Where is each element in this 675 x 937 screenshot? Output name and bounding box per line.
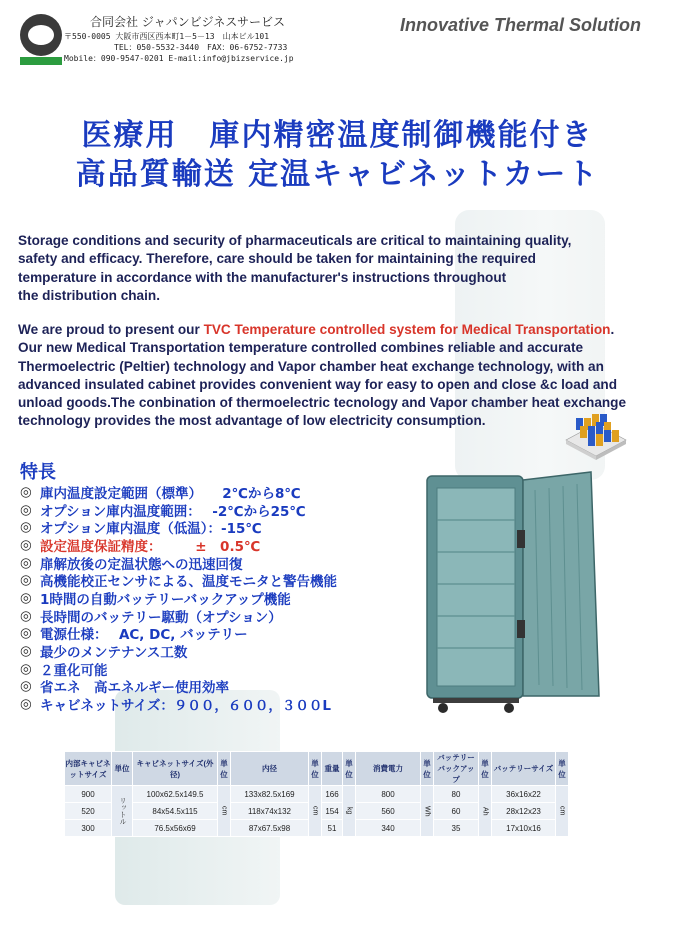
address-line: TEL：050-5532-3440 FAX：06-6752-7733	[114, 43, 288, 52]
company-address	[64, 31, 294, 64]
header-cell: 重量	[322, 752, 343, 786]
slogan: Innovative Thermal Solution	[400, 15, 642, 35]
intro-line: Storage conditions and security of pharmaceuticals are critical to maintaining quality,	[18, 233, 572, 248]
feature-marker: ◎	[20, 501, 32, 518]
power-cell: 800	[356, 786, 421, 803]
feature-item	[20, 554, 440, 572]
unit-cell: cm	[309, 786, 322, 837]
feature-item	[20, 678, 440, 696]
volume-cell: 300	[65, 820, 112, 837]
battery-cell: 35	[434, 820, 479, 837]
weight-cell: 154	[322, 803, 343, 820]
header-cell: 消費電力	[356, 752, 421, 786]
product-paragraph	[18, 321, 638, 431]
unit-cell: cm	[556, 786, 569, 837]
feature-marker: ◎	[20, 625, 32, 642]
feature-marker: ◎	[20, 607, 32, 624]
cabinet-size-cell: 84x54.5x115	[133, 803, 218, 820]
feature-text: 扉解放後の定温状態への迅速回復	[40, 556, 243, 573]
page-title-line-1: 医療用 庫内精密温度制御機能付き	[81, 118, 594, 153]
battery-cell: 60	[434, 803, 479, 820]
feature-text: 設定温度保証精度： ± 0.5℃	[40, 538, 261, 555]
cabinet-size-cell: 76.5x56x69	[133, 820, 218, 837]
feature-marker: ◎	[20, 536, 32, 553]
header-cell: 単位	[479, 752, 492, 786]
unit-cell: kg	[343, 786, 356, 837]
logo-bar	[20, 57, 62, 65]
feature-item	[20, 695, 440, 713]
battery-size-cell: 17x10x16	[492, 820, 556, 837]
header-cell: 単位	[421, 752, 434, 786]
feature-item-highlight	[20, 536, 440, 554]
feature-text: 庫内温度設定範囲（標準） 2℃から8℃	[40, 485, 301, 502]
unit-cell: cm	[218, 786, 231, 837]
header-cell: 単位	[309, 752, 322, 786]
feature-text: 1時間の自動バッテリーバックアップ機能	[40, 591, 291, 608]
feature-marker: ◎	[20, 678, 32, 695]
feature-item	[20, 660, 440, 678]
intro-line: temperature in accordance with the manufacturer's instructions throughout	[18, 269, 507, 285]
table-header-row	[65, 752, 569, 786]
cabinet-size-cell: 100x62.5x149.5	[133, 786, 218, 803]
battery-cell: 80	[434, 786, 479, 803]
header-cell: キャビネットサイズ(外径)	[133, 752, 218, 786]
header-cell: バッテリーバックアップ	[434, 752, 479, 786]
feature-marker: ◎	[20, 554, 32, 571]
page-title-line-2: 高品質輸送 定温キャビネットカート	[75, 157, 600, 192]
inner-size-cell: 118x74x132	[231, 803, 309, 820]
feature-marker: ◎	[20, 660, 32, 677]
address-line: Mobile：090-9547-0201 E-mail:info@jbizservice.jp	[64, 54, 294, 63]
feature-item	[20, 571, 440, 589]
feature-item	[20, 625, 440, 643]
feature-text: 電源仕様： AC, DC, バッテリー	[40, 627, 248, 644]
feature-marker: ◎	[20, 696, 32, 713]
header-cell: 単位	[112, 752, 133, 786]
volume-cell: 520	[65, 803, 112, 820]
battery-size-cell: 28x12x23	[492, 803, 556, 820]
feature-marker: ◎	[20, 483, 32, 500]
feature-text: 高機能校正センサによる、温度モニタと警告機能	[40, 574, 337, 591]
header-cell: バッテリーサイズ	[492, 752, 556, 786]
feature-text: キャビネットサイズ：９００，６００，３００L	[40, 698, 332, 715]
feature-marker: ◎	[20, 519, 32, 536]
feature-item	[20, 642, 440, 660]
battery-size-cell: 36x16x22	[492, 786, 556, 803]
table-row	[65, 786, 569, 803]
power-cell: 560	[356, 803, 421, 820]
feature-text: 省エネ 高エネルギー使用効率	[40, 680, 229, 697]
feature-item	[20, 607, 440, 625]
intro-line: the distribution chain.	[18, 287, 160, 303]
company-logo	[20, 14, 62, 56]
address-line: 〒550-0005 大阪市西区西本町1－5－13 山本ビル101	[64, 32, 270, 41]
feature-text: ２重化可能	[40, 662, 108, 679]
header-cell: 内径	[231, 752, 309, 786]
feature-item	[20, 501, 440, 519]
feature-marker: ◎	[20, 589, 32, 606]
features-list	[20, 483, 440, 713]
intro-line: safety and efficacy. Therefore, care should be taken for maintaining the required	[18, 251, 536, 267]
volume-cell: 900	[65, 786, 112, 803]
header-cell: 単位	[556, 752, 569, 786]
features-heading: 特長	[20, 462, 56, 483]
unit-cell: Ah	[479, 786, 492, 837]
header-cell: 内部キャビネットサイズ	[65, 752, 112, 786]
power-cell: 340	[356, 820, 421, 837]
feature-text: オプション庫内温度範囲： -2℃から25℃	[40, 503, 306, 520]
inner-size-cell: 133x82.5x169	[231, 786, 309, 803]
product-highlight: TVC Temperature controlled system for Medical Transportation	[203, 322, 611, 337]
feature-marker: ◎	[20, 572, 32, 589]
spec-table	[64, 751, 569, 837]
feature-text: オプション庫内温度（低温）：-15℃	[40, 521, 262, 538]
company-name: 合同会社 ジャパンビジネスサービス	[90, 15, 285, 29]
feature-text: 長時間のバッテリー駆動（オプション）	[40, 609, 282, 626]
intro-paragraph	[18, 232, 638, 305]
feature-marker: ◎	[20, 643, 32, 660]
cabinet-cart-image	[413, 470, 613, 715]
unit-cell: Wh	[421, 786, 434, 837]
feature-item	[20, 589, 440, 607]
feature-text: 最少のメンテナンス工数	[40, 645, 188, 662]
feature-item	[20, 518, 440, 536]
feature-item	[20, 483, 440, 501]
product-intro-text: We are proud to present our	[18, 322, 204, 337]
peltier-module-image	[560, 404, 630, 462]
weight-cell: 51	[322, 820, 343, 837]
inner-size-cell: 87x67.5x98	[231, 820, 309, 837]
weight-cell: 166	[322, 786, 343, 803]
unit-cell: リットル	[112, 786, 133, 837]
product-description: . Our new Medical Transportation temperature controlled combines reliable and accurate Thermoelectric (Peltier) technology and Vapor chamber heat exchange technology, with an advanced insulated cabinet provides convenient way for easy to open and close &c load and unload goods.The conbination of thermoelectric tecnology and Vapor chamber heat exchange technology provides the most advantage of low electricity consumption.	[18, 322, 627, 429]
header-cell: 単位	[343, 752, 356, 786]
header-cell: 単位	[218, 752, 231, 786]
